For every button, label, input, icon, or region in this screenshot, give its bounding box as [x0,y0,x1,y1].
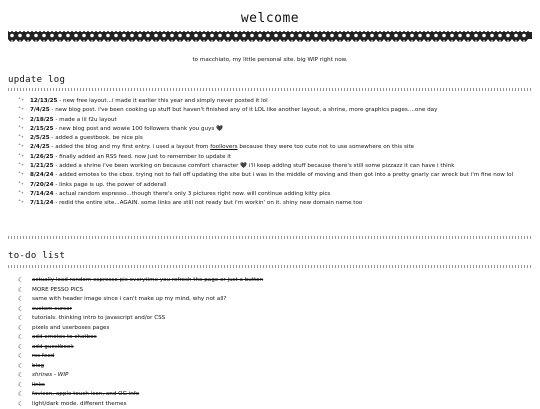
update-log-box [8,93,534,237]
update-log-date: 7/14/24 [30,190,54,197]
crescent-moon-bullet-icon: ☾ [18,295,24,303]
todo-item [16,371,536,379]
crescent-moon-bullet-icon: ☾ [18,361,24,370]
todo-item [16,295,536,303]
sparkle-bullet-icon: ⁺₊ [18,106,24,113]
todo-item [16,333,536,341]
todo-item [16,400,536,408]
crescent-moon-bullet-icon: ☾ [18,276,24,284]
sparkle-bullet-icon: ⁺₊ [18,152,24,159]
todo-item [16,362,536,370]
todo-list-divider [8,265,532,268]
sparkle-bullet-icon: ⁺₊ [18,134,24,141]
update-log-date: 2/5/25 [30,135,50,142]
update-log-entry [16,171,526,179]
todo-list [16,276,536,408]
update-log-text: because they were too cute not to use somewhere on this site [237,144,415,151]
update-log-date: 8/24/24 [30,172,54,179]
update-log-list [16,97,526,207]
crescent-moon-bullet-icon: ☾ [18,285,24,294]
foollovers-link[interactable]: foollovers [210,144,238,151]
update-log-entry [16,125,526,133]
update-log-entry [16,181,526,189]
sparkle-bullet-icon: ⁺₊ [18,143,24,150]
lace-border-decoration [8,30,532,46]
todo-item-done-text: add guestbook [32,343,74,350]
todo-item-text: pixels and userboxes pages [32,324,110,331]
update-log-entry [16,199,526,207]
sparkle-bullet-icon: ⁺₊ [18,199,24,206]
crescent-moon-bullet-icon: ☾ [18,333,24,341]
update-log-date: 7/20/24 [30,181,54,188]
todo-item [16,352,536,360]
todo-item [16,286,536,294]
todo-list-heading: to-do list [8,251,66,261]
todo-item [16,390,536,398]
crescent-moon-bullet-icon: ☾ [18,371,24,379]
update-log-text: - new free layout...i made it earlier this year and simply never posted it lol [57,98,268,104]
update-log-text: - finally added an RSS feed. now just to remember to update it [53,153,231,160]
sparkle-bullet-icon: ⁺₊ [18,97,24,103]
todo-item-text: same with header image since i can't make up my mind, why not all? [32,296,227,302]
update-log-date: 7/11/24 [30,200,54,207]
todo-list-box [8,272,540,409]
update-log-date: 12/13/25 [30,98,58,104]
crescent-moon-bullet-icon: ☾ [18,352,24,360]
crescent-moon-bullet-icon: ☾ [18,380,24,389]
todo-item [16,381,536,389]
update-log-heading: update log [8,75,66,85]
sparkle-bullet-icon: ⁺₊ [18,162,24,169]
todo-item-text: light/dark mode. different themes [32,400,127,407]
update-log-entry [16,143,526,151]
todo-item [16,305,536,313]
update-log-date: 7/4/25 [30,107,50,114]
update-log-text: - added a guestbook. be nice pls [49,135,143,142]
update-log-text: - added emotes to the cbox. trying not to fall off updating the site but i was in the middle of moving and then got into a pretty gnarly car wreck but i'm fine now lol [53,172,514,179]
update-log-entry [16,153,526,161]
update-log-bottom-divider [8,236,532,239]
sparkle-bullet-icon: ⁺₊ [18,124,24,131]
update-log-entry [16,106,526,114]
update-log-entry [16,190,526,198]
crescent-moon-bullet-icon: ☾ [18,342,24,351]
update-log-text: - made a lil f2u layout [53,116,117,123]
todo-item-done-text: actually load random espresso pic everytime you refresh the page or just a button [32,277,264,283]
update-log-date: 2/18/25 [30,116,54,123]
todo-item-done-text: rss feed [32,353,55,359]
todo-item-text: tutorials. thinking intro to javascript and/or CSS [32,315,166,321]
update-log-date: 2/4/25 [30,144,50,151]
todo-item-done-text: add emotes to chatbox [32,334,97,340]
todo-item [16,314,536,322]
update-log-entry [16,116,526,124]
update-log-entry [16,162,526,170]
crescent-moon-bullet-icon: ☾ [18,323,24,332]
crescent-moon-bullet-icon: ☾ [18,399,24,408]
update-log-text: - new blog post. i've been cooking up stuff but haven't finished any of it LOL like another layout, a shrine, more graphics pages....one day [49,107,438,114]
update-log-date: 2/15/25 [30,125,54,132]
site-tagline: to macchiato, my little personal site. big WIP right now. [192,57,348,63]
sparkle-bullet-icon: ⁺₊ [18,115,24,122]
page-title: welcome [240,11,300,26]
todo-item-done-text: blog [32,362,45,369]
update-log-divider [8,88,532,91]
todo-item-done-text: custom cursor [32,305,72,312]
todo-item [16,324,536,332]
update-log-text: - actual random espresso...though there's only 3 pictures right now. will continue adding kitty pics [53,190,331,197]
update-log-text: - links page is up. the power of adderall [53,181,167,188]
crescent-moon-bullet-icon: ☾ [18,304,24,313]
todo-item-text: MORE PESSO PICS [32,286,84,293]
update-log-text: - new blog post and wowie 100 followers thank you guys 🖤 [53,125,224,132]
update-log-text: - redid the entire site...AGAIN. some links are still not ready but i'm workin' on it. shiny new domain name too [53,200,363,207]
sparkle-bullet-icon: ⁺₊ [18,180,24,187]
update-log-entry [16,134,526,142]
sparkle-bullet-icon: ⁺₊ [18,171,24,178]
todo-item-done-text: favicon, apple touch icon, and OG info [32,391,140,397]
todo-item-done-text: links [32,381,45,388]
update-log-entry [16,97,526,105]
crescent-moon-bullet-icon: ☾ [18,390,24,398]
update-log-text: - added the blog and my first entry. i used a layout from [49,144,211,151]
crescent-moon-bullet-icon: ☾ [18,314,24,322]
todo-item [16,276,536,284]
update-log-date: 1/26/25 [30,153,54,160]
todo-item [16,343,536,351]
sparkle-bullet-icon: ⁺₊ [18,189,24,196]
todo-item-text: shrines - WIP [32,372,69,378]
update-log-text: - added a shrine i've been working on because comfort character 🖤 i'll keep adding stuff because there's still some pizzazz it can have i think [53,163,455,170]
update-log-date: 1/21/25 [30,163,54,170]
